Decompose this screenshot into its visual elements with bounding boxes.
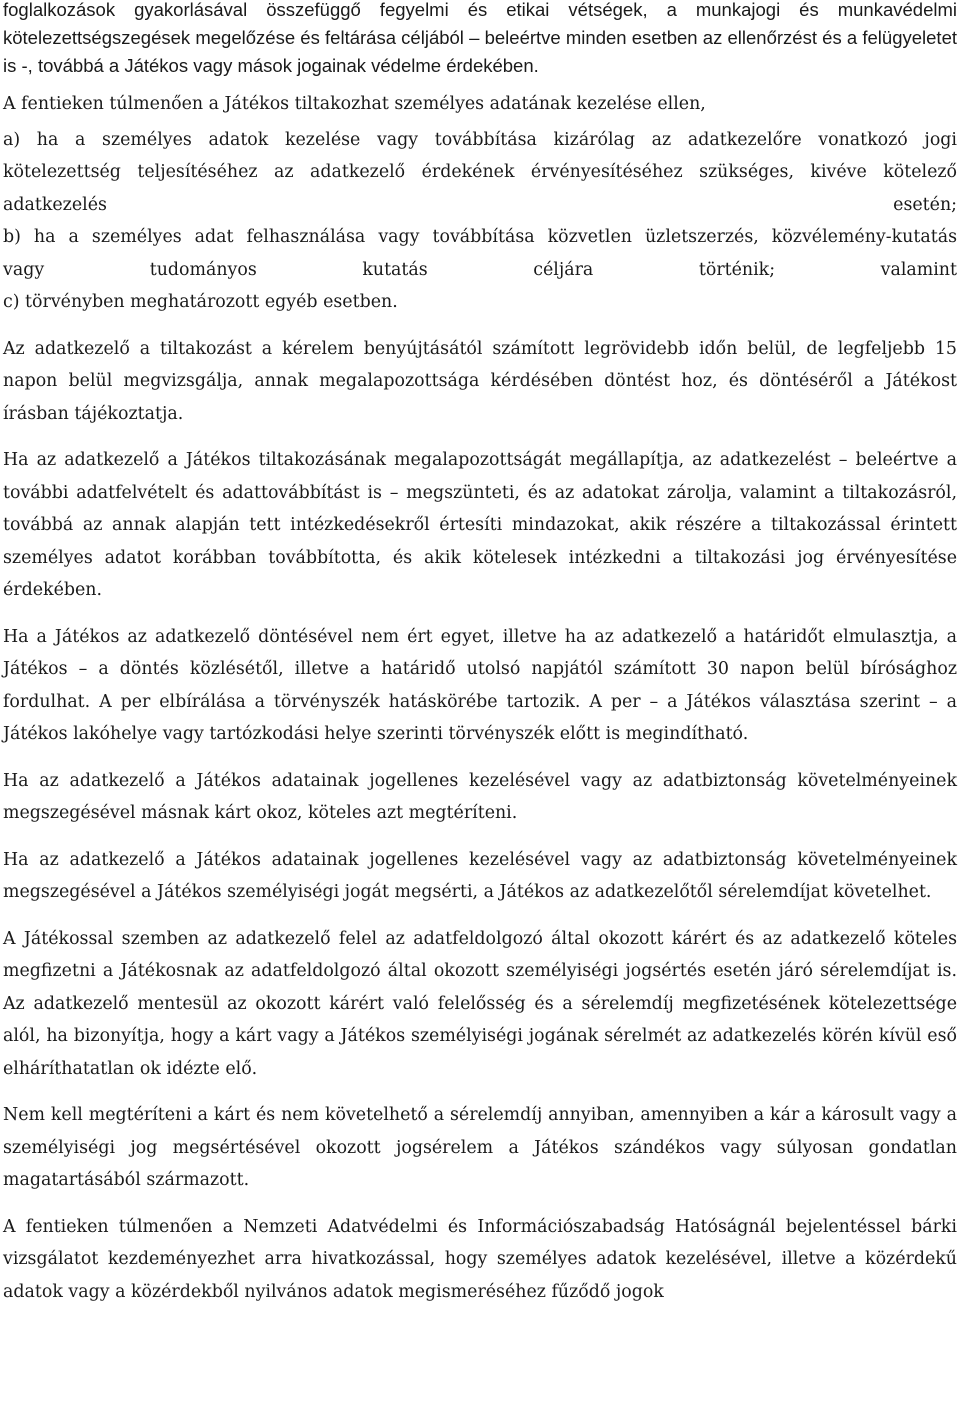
paragraph-authority-report: A fentieken túlmenően a Nemzeti Adatvédelmi és Információszabadság Hatóságnál bejelentéssel bárki vizsgálatot kezdeményezhet arra hivatkozással, hogy személyes adatok kezelésével, illetve a közérdekű adatok vagy a közérdekből nyilvános adatok megismeréséhez fűződő jogok xyxy=(3,1216,957,1302)
objection-list xyxy=(3,124,957,319)
list-item-a-line-1: a) ha a személyes adatok kezelése vagy továbbítása kizárólag az adatkezelőre vonatkozó jogi xyxy=(3,129,957,150)
list-item-a-line-2: kötelezettség teljesítéséhez az adatkezelő érdekének érvényesítéséhez szükséges, kivéve kötelező xyxy=(3,162,957,182)
paragraph-processor-liability: A Játékossal szemben az adatkezelő felel az adatfeldolgozó által okozott kárért és az adatkezelő köteles megfizetni a Játékosnak az adatfeldolgozó által okozott személyiségi jogsértés esetén járó sérelemdíjat is. Az adatkezelő mentesül az okozott kárért való felelősség és a sérelemdíj megfizetésének kötelezettsége alól, ha bizonyítja, hogy a kárt vagy a Játékos személyiségi jogának sérelmét az adatkezelés körén kívül eső elháríthatatlan ok idézte elő. xyxy=(3,928,957,1079)
paragraph-damages: Ha az adatkezelő a Játékos adatainak jogellenes kezelésével vagy az adatbiztonság követelményeinek megszegésével másnak kárt okoz, köteles azt megtéríteni. xyxy=(3,770,957,823)
list-item-c: c) törvényben meghatározott egyéb esetben. xyxy=(3,292,398,312)
paragraph-restitution-fee: Ha az adatkezelő a Játékos adatainak jogellenes kezelésével vagy az adatbiztonság követelményeinek megszegésével a Játékos személyiségi jogát megsérti, a Játékos az adatkezelőtől sérelemdíjat követelhet. xyxy=(3,849,957,902)
objection-intro: A fentieken túlmenően a Játékos tiltakozhat személyes adatának kezelése ellen, xyxy=(3,94,706,114)
top-paragraph: foglalkozások gyakorlásával összefüggő fegyelmi és etikai vétségek, a munkajogi és munkavédelmi kötelezettségszegések megelőzése és feltárása céljából – beleértve minden esetben az ellenőrzést és a felügyeletet is -, továbbá a Játékos vagy mások jogainak védelme érdekében. xyxy=(3,0,957,76)
paragraph-court-appeal: Ha a Játékos az adatkezelő döntésével nem ért egyet, illetve ha az adatkezelő a határidőt elmulasztja, a Játékos – a döntés közlésétől, illetve a határidő utolsó napjától számított 30 napon belül bírósághoz fordulhat. A per elbírálása a törvényszék hatáskörébe tartozik. A per – a Játékos választása szerint – a Játékos lakóhelye vagy tartózkodási helye szerinti törvényszék előtt is megindítható. xyxy=(3,626,957,744)
document-page xyxy=(3,0,957,1308)
list-item-b-line-1: b) ha a személyes adat felhasználása vagy továbbítása közvetlen üzletszerzés, közvélemény-kutatás xyxy=(3,227,957,247)
objection-section xyxy=(3,88,957,319)
list-item-b-line-2: vagy tudományos kutatás céljára történik; valamint xyxy=(3,259,957,280)
list-item-a-line-3: adatkezelés esetén; xyxy=(3,194,957,215)
paragraph-exemption: Nem kell megtéríteni a kárt és nem követelhető a sérelemdíj annyiban, amennyiben a kár a károsult vagy a személyiségi jog megsértésével okozott jogsérelem a Játékos szándékos vagy súlyosan gondatlan magatartásából származott. xyxy=(3,1105,957,1190)
paragraph-objection-accepted: Ha az adatkezelő a Játékos tiltakozásának megalapozottságát megállapítja, az adatkezelést – beleértve a további adatfelvételt és adattovábbítást is – megszünteti, és az adatokat zárolja, valamint a tiltakozásról, továbbá az annak alapján tett intézkedésekről értesíti mindazokat, akik részére a tiltakozással érintett személyes adatot korábban továbbította, és akik kötelesek intézkedni a tiltakozási jog érvényesítése érdekében. xyxy=(3,450,957,600)
paragraph-objection-review: Az adatkezelő a tiltakozást a kérelem benyújtásától számított legrövidebb időn belül, de legfeljebb 15 napon belül megvizsgálja, annak megalapozottsága kérdésében döntést hoz, és döntéséről a Játékost írásban tájékoztatja. xyxy=(3,338,957,424)
